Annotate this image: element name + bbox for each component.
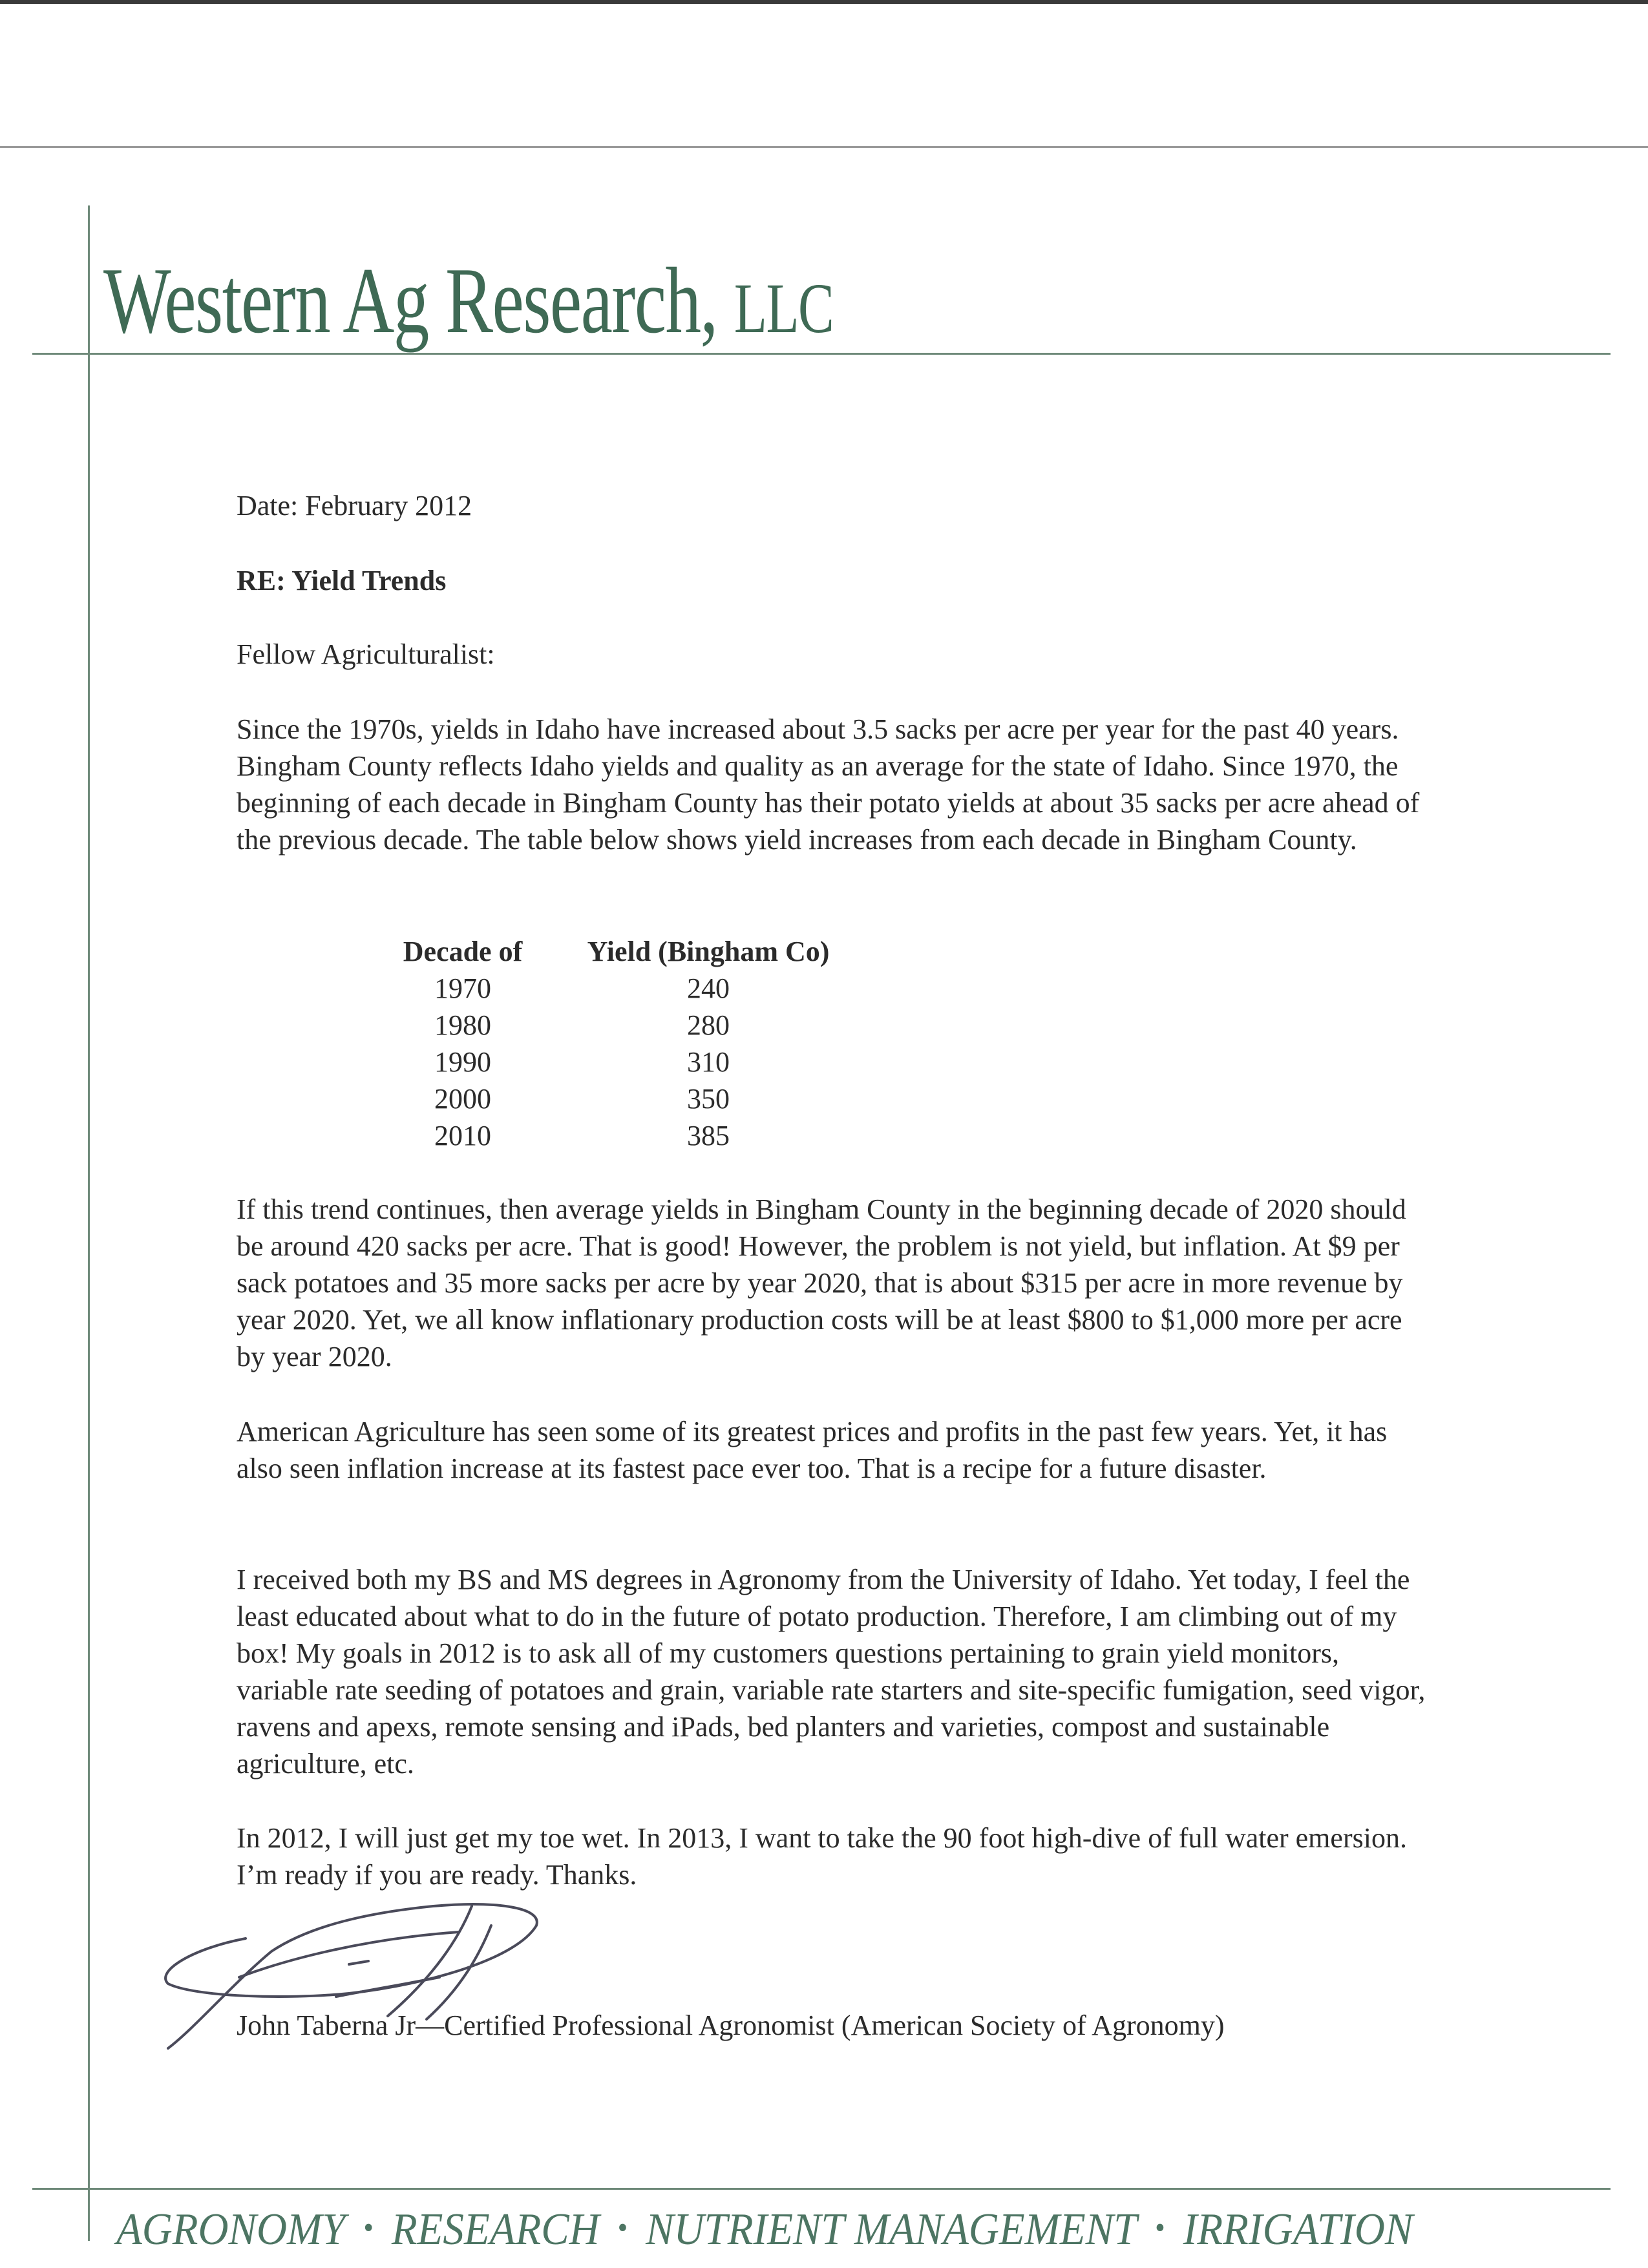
tagline-irrigation: IRRIGATION [1183, 2205, 1413, 2254]
company-suffix: LLC [734, 269, 834, 348]
header-gap [540, 933, 566, 970]
cell-gap [540, 1117, 566, 1154]
table-row [385, 1117, 850, 1154]
paragraph-1 [237, 711, 1432, 858]
letter-subject: RE: Yield Trends [237, 565, 447, 596]
signer-line: John Taberna Jr—Certified Professional Agronomist (American Society of Agronomy) [237, 2010, 1225, 2041]
tagline-nutrient-management: NUTRIENT MANAGEMENT [646, 2205, 1137, 2254]
left-margin-rule [88, 205, 90, 2241]
top-rule [0, 146, 1648, 148]
scan-edge-top [0, 0, 1648, 4]
header-yield: Yield (Bingham Co) [587, 936, 830, 967]
company-name: Western Ag Research, [103, 248, 717, 353]
separator-dot: • [1155, 2210, 1165, 2245]
paragraph-3-text: American Agriculture has seen some of its greatest prices and profits in the past few years. Yet, it has also seen inflation increase at its fastest pace ever too. That is a recipe for a future disaster. [237, 1416, 1388, 1484]
yield-cell: 310 [687, 1046, 730, 1078]
yield-table-header-row [385, 933, 850, 970]
letter-salutation: Fellow Agriculturalist: [237, 638, 495, 670]
letter-date: Date: February 2012 [237, 490, 472, 521]
cell-gap [540, 1080, 566, 1117]
table-row [385, 1007, 850, 1044]
footer-rule [32, 2188, 1611, 2190]
yield-cell: 350 [687, 1083, 730, 1115]
separator-dot: • [363, 2210, 374, 2245]
paragraph-2 [237, 1191, 1432, 1375]
separator-dot: • [617, 2210, 628, 2245]
table-row [385, 970, 850, 1007]
decade-cell: 1990 [434, 1046, 491, 1078]
cell-gap [540, 970, 566, 1007]
decade-cell: 1970 [434, 972, 491, 1004]
tagline-agronomy: AGRONOMY [116, 2205, 346, 2254]
paragraph-1-text: Since the 1970s, yields in Idaho have increased about 3.5 sacks per acre per year for the past 40 years. Bingham County reflects Idaho yields and quality as an average for the state of Idaho. Since 1970, the beginning of each decade in Bingham County has their potato yields at about 35 sacks per acre ahead of the previous decade. The table below shows yield increases from each decade in Bingham County. [237, 713, 1420, 856]
company-logo [103, 246, 833, 355]
paragraph-4 [237, 1561, 1432, 1782]
tagline-research: RESEARCH [391, 2205, 600, 2254]
table-row [385, 1080, 850, 1117]
decade-cell: 2000 [434, 1083, 491, 1115]
cell-gap [540, 1007, 566, 1044]
paragraph-4-text: I received both my BS and MS degrees in Agronomy from the University of Idaho. Yet today, I feel the least educated about what to do in the future of potato production. Therefore, I am climbing out of my box! My goals in 2012 is to ask all of my customers questions pertaining to grain yield monitors, variable rate seeding of potatoes and grain, variable rate starters and site-specific fumigation, seed vigor, ravens and apexs, remote sensing and iPads, bed planters and varieties, compost and sustainable agriculture, etc. [237, 1564, 1426, 1780]
decade-cell: 1980 [434, 1009, 491, 1041]
paragraph-5-text: In 2012, I will just get my toe wet. In 2013, I want to take the 90 foot high-dive of full water emersion. I’m ready if you are ready. Thanks. [237, 1822, 1407, 1891]
yield-cell: 280 [687, 1009, 730, 1041]
paragraph-5 [237, 1820, 1432, 1893]
paragraph-3 [237, 1413, 1432, 1487]
cell-gap [540, 1044, 566, 1080]
table-row [385, 1044, 850, 1080]
yield-table [385, 933, 850, 1154]
decade-cell: 2010 [434, 1120, 491, 1151]
paragraph-2-text: If this trend continues, then average yields in Bingham County in the beginning decade of 2020 should be around 420 sacks per acre. That is good! However, the problem is not yield, but inflation. At $9 per sack potatoes and 35 more sacks per acre by year 2020, that is about $315 per acre in more revenue by year 2020. Yet, we all know inflationary production costs will be at least $800 to $1,000 more per acre by year 2020. [237, 1193, 1406, 1372]
header-decade: Decade of [403, 936, 523, 967]
footer-tagline [116, 2201, 1413, 2263]
yield-cell: 240 [687, 972, 730, 1004]
yield-cell: 385 [687, 1120, 730, 1151]
